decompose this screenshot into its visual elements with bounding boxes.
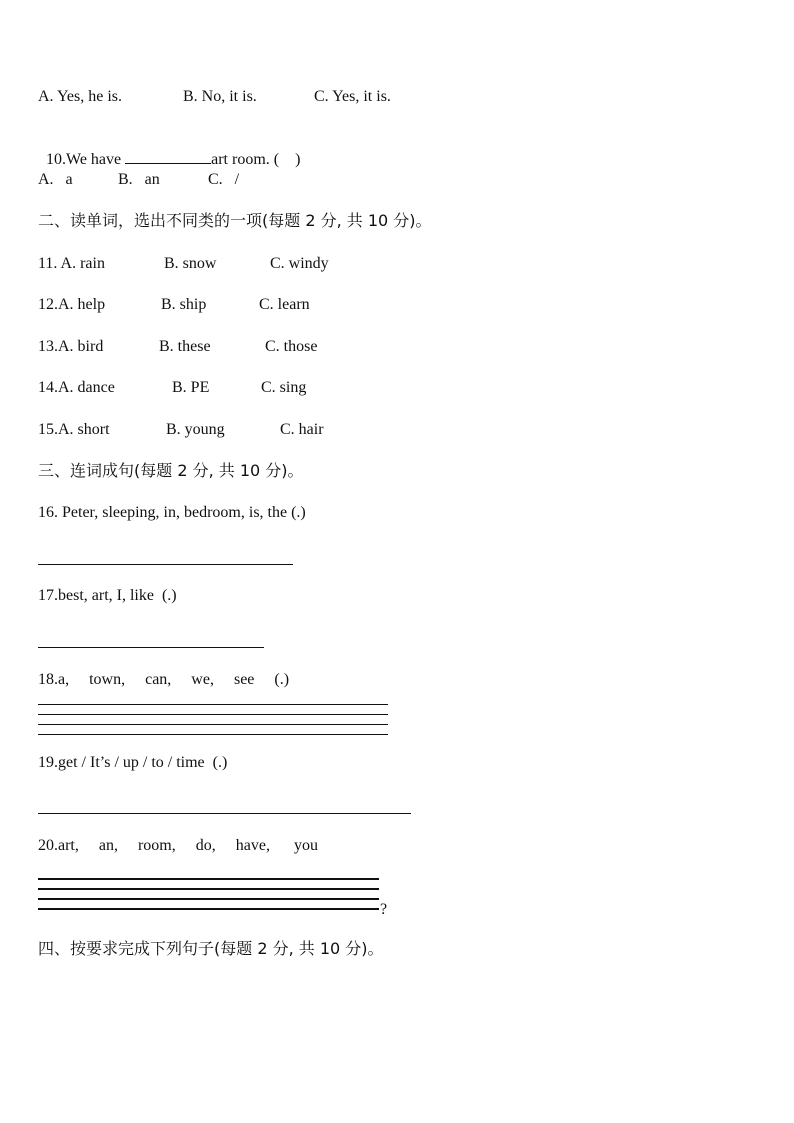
q9-option-a: A. Yes, he is.	[38, 88, 123, 105]
question-16: 16. Peter, sleeping, in, bedroom, is, the (.)	[38, 504, 306, 521]
q12-option-a: 12.A. help	[38, 296, 106, 313]
q14-option-a: 14.A. dance	[38, 379, 115, 396]
answer-line	[38, 734, 388, 735]
q15-option-c: C. hair	[280, 421, 324, 438]
question-10-suffix: art room. ( )	[211, 151, 301, 168]
question-19: 19.get / It’s / up / to / time (.)	[38, 754, 228, 771]
q12-option-b: B. ship	[161, 296, 207, 313]
q13-option-c: C. those	[265, 338, 318, 355]
q14-option-b: B. PE	[172, 379, 210, 396]
question-20: 20.art, an, room, do, have, you	[38, 837, 318, 854]
question-mark: ?	[380, 901, 388, 918]
q10-option-c: C. /	[208, 171, 240, 188]
q9-option-c: C. Yes, it is.	[314, 88, 391, 105]
answer-line	[38, 898, 379, 900]
section-2-title: 二、读单词，选出不同类的一项(每题 2 分, 共 10 分)。	[38, 211, 432, 230]
answer-line	[38, 908, 379, 910]
answer-blank	[125, 149, 211, 164]
question-10	[38, 129, 300, 170]
section-3-title: 三、连词成句(每题 2 分, 共 10 分)。	[38, 461, 304, 480]
answer-line	[38, 813, 411, 814]
q13-option-b: B. these	[159, 338, 211, 355]
q11-option-c: C. windy	[270, 255, 329, 272]
q15-option-a: 15.A. short	[38, 421, 110, 438]
question-17: 17.best, art, I, like (.)	[38, 587, 177, 604]
q11-option-a: 11. A. rain	[38, 255, 105, 272]
q10-option-b: B. an	[118, 171, 160, 188]
question-10-prefix: 10.We have	[46, 151, 126, 168]
q13-option-a: 13.A. bird	[38, 338, 104, 355]
answer-line	[38, 878, 379, 880]
q10-option-a: A. a	[38, 171, 73, 188]
q15-option-b: B. young	[166, 421, 225, 438]
answer-line	[38, 724, 388, 725]
answer-line	[38, 714, 388, 715]
section-4-title: 四、按要求完成下列句子(每题 2 分, 共 10 分)。	[38, 939, 384, 958]
q9-option-b: B. No, it is.	[183, 88, 257, 105]
q14-option-c: C. sing	[261, 379, 307, 396]
answer-line	[38, 704, 388, 705]
answer-line	[38, 888, 379, 890]
answer-line	[38, 647, 264, 648]
q11-option-b: B. snow	[164, 255, 217, 272]
answer-line	[38, 564, 293, 565]
q12-option-c: C. learn	[259, 296, 310, 313]
question-18: 18.a, town, can, we, see (.)	[38, 671, 290, 688]
